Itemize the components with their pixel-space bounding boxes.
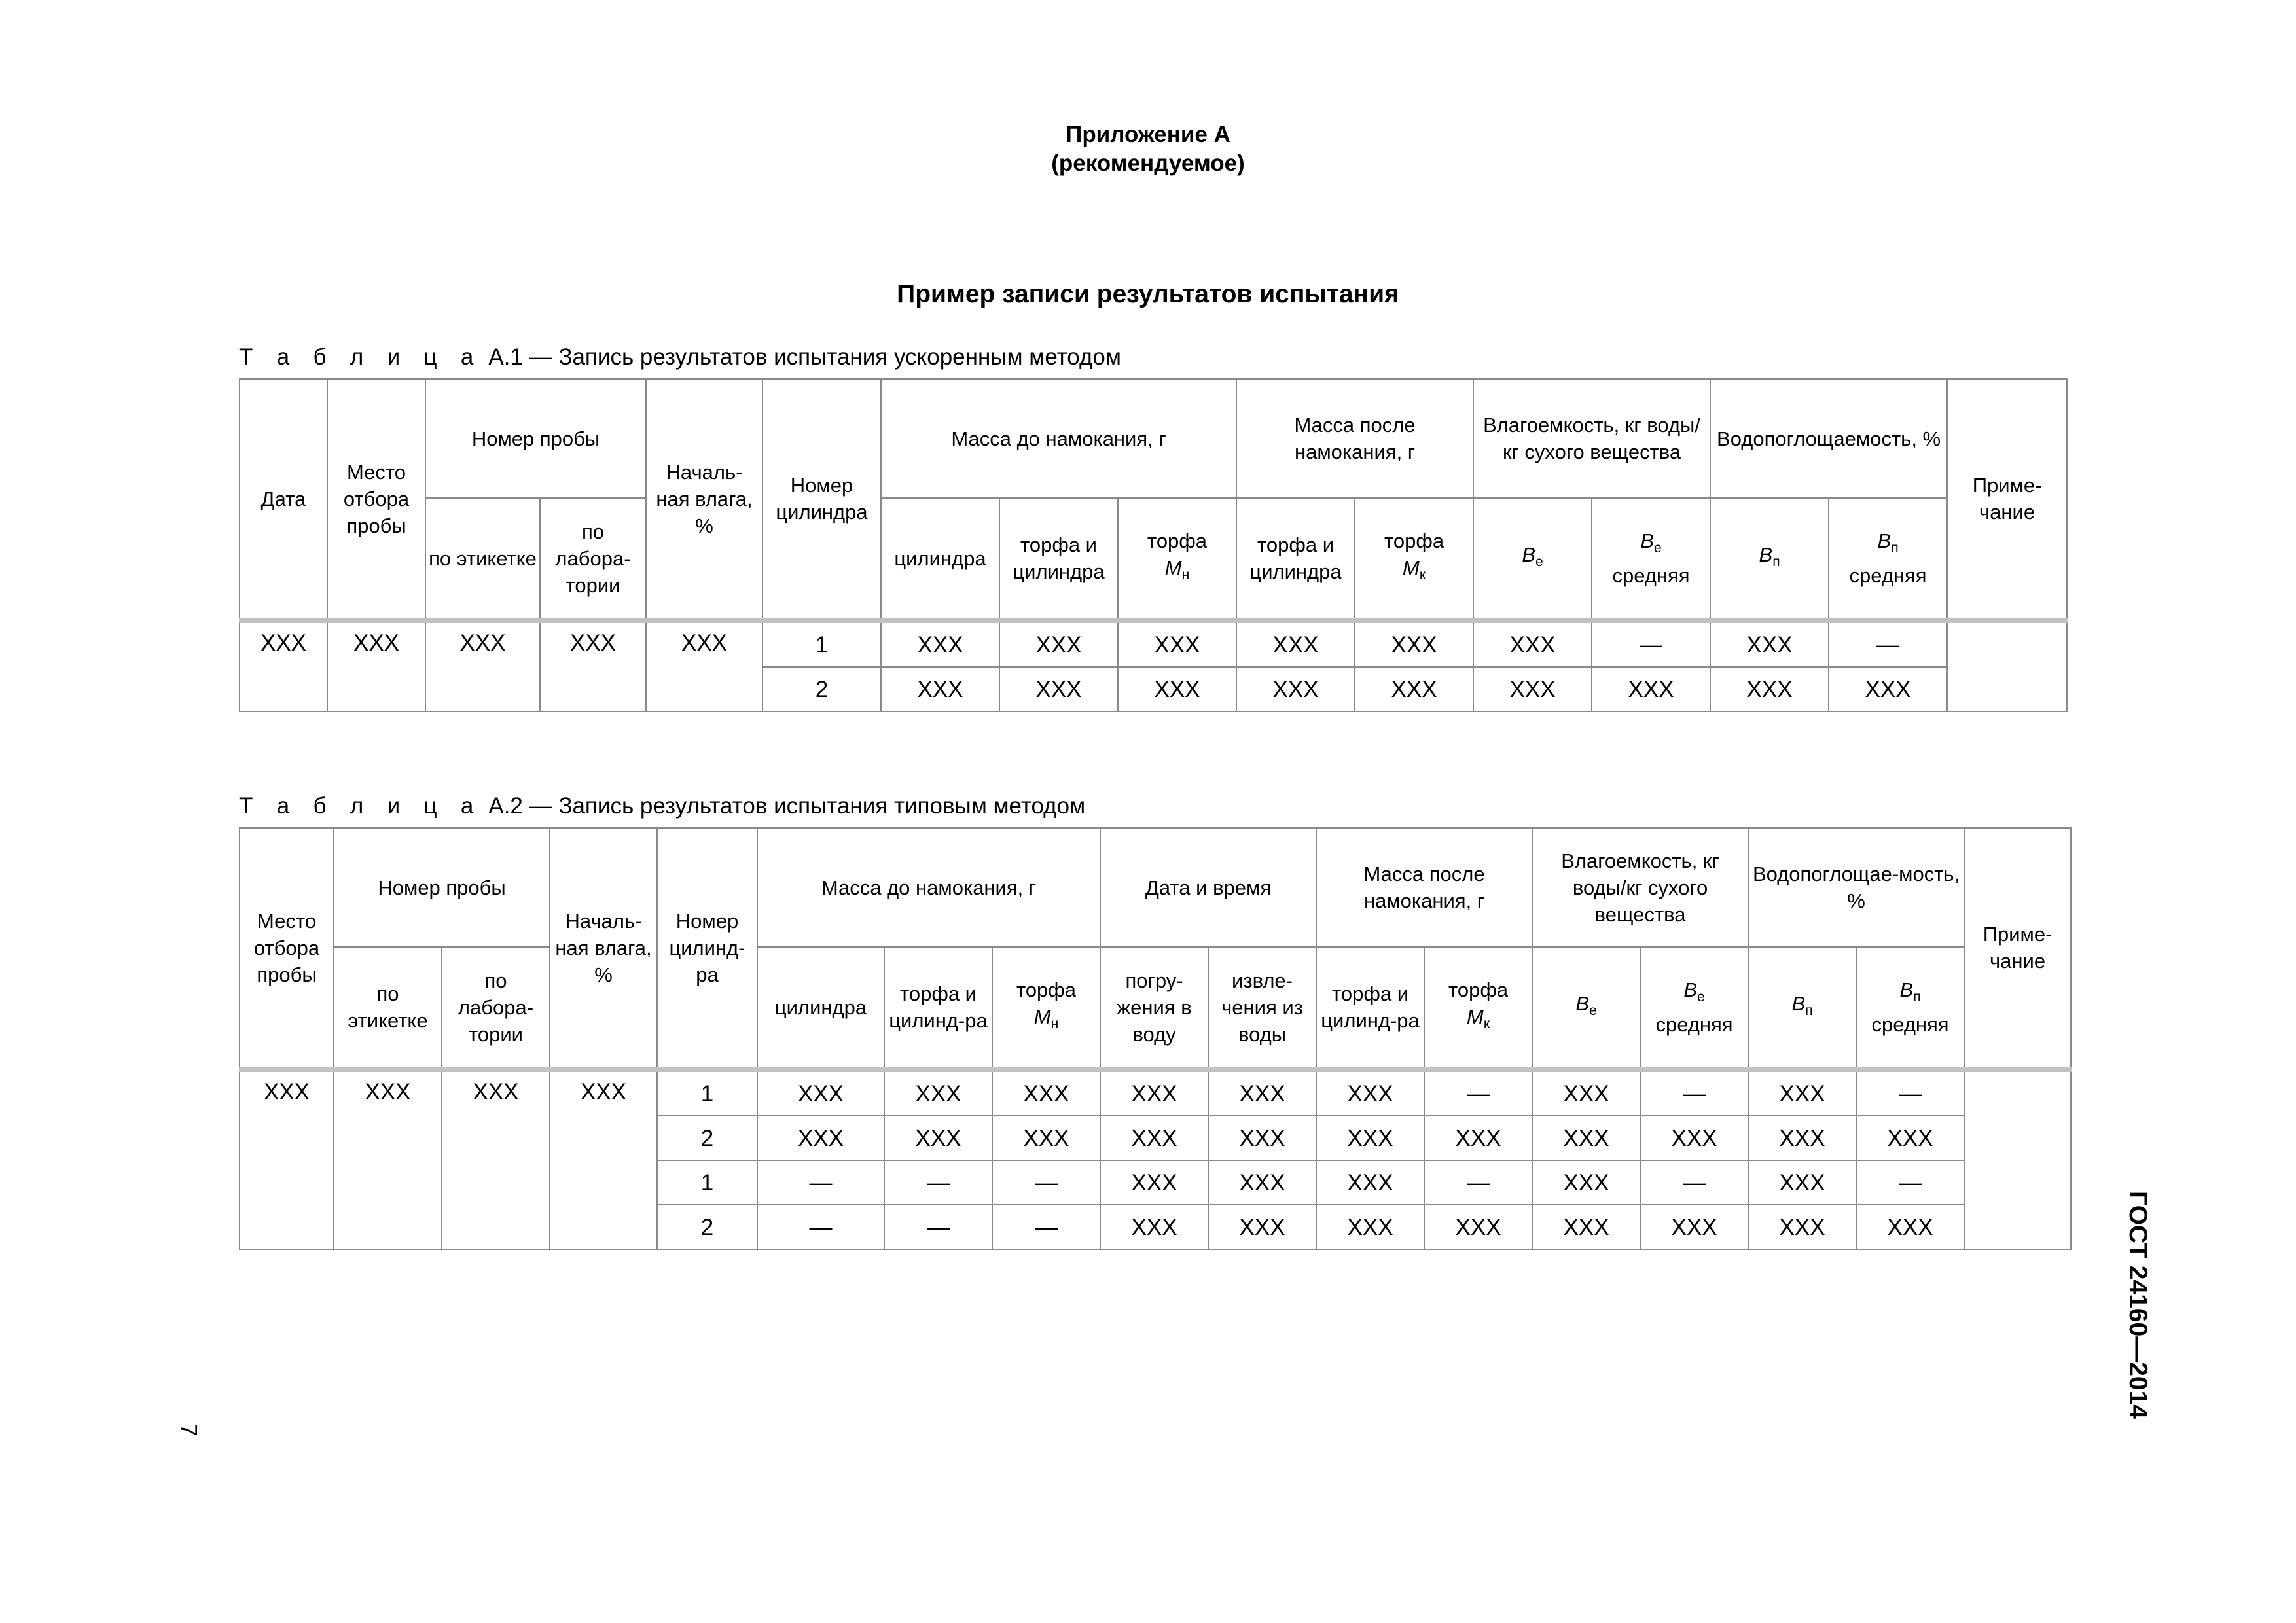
cell-be-average: —	[1640, 1160, 1748, 1205]
table-1-caption-text: А.1 — Запись результатов испытания ускоренным методом	[482, 344, 1121, 370]
header-bp-average-label: средняя	[1871, 1012, 1949, 1036]
header-peat-mn-label: торфа	[1147, 529, 1208, 553]
symbol-mn	[1164, 556, 1190, 583]
symbol-be-avg-sub: е	[1697, 990, 1705, 1005]
table-2-caption-prefix: Т а б л и ц а	[239, 793, 482, 819]
cell-sampling-place: XXX	[327, 620, 425, 711]
cell-after-peat: XXX	[1424, 1205, 1532, 1249]
header-note: Приме-чание	[1964, 828, 2071, 1069]
symbol-bp-avg-letter: B	[1877, 529, 1892, 553]
cell-after-peat: —	[1424, 1160, 1532, 1205]
header-sample-number: Номер пробы	[425, 379, 646, 498]
cell-be: XXX	[1473, 667, 1592, 711]
table-row	[240, 1069, 2071, 1116]
symbol-bp-letter: B	[1791, 991, 1806, 1015]
symbol-be-avg-sub: е	[1654, 541, 1662, 556]
header-be-average-label: средняя	[1612, 563, 1690, 587]
cell-mass-peat-cylinder: XXX	[999, 620, 1118, 667]
header-peat-mk-label: торфа	[1448, 978, 1509, 1002]
symbol-bp-avg-sub: п	[1891, 541, 1899, 556]
cell-note	[1947, 620, 2067, 711]
cell-mass-peat: XXX	[992, 1069, 1100, 1116]
cell-note	[1964, 1069, 2071, 1249]
symbol-bp	[1791, 991, 1813, 1019]
cell-be-average: XXX	[1640, 1205, 1748, 1249]
cell-mass-peat-cylinder: XXX	[999, 667, 1118, 711]
header-sampling-place: Место отбора пробы	[327, 379, 425, 620]
header-cylinder-number: Номер цилинд-ра	[657, 828, 757, 1069]
appendix-note: (рекомендуемое)	[1051, 151, 1245, 176]
cell-bp-average: —	[1856, 1160, 1964, 1205]
symbol-be-avg-letter: B	[1683, 978, 1698, 1002]
header-peat-and-cylinder: торфа и цилиндра	[999, 498, 1118, 620]
cell-mass-peat: XXX	[1118, 620, 1236, 667]
cell-mass-cylinder: XXX	[881, 667, 999, 711]
header-be	[1532, 947, 1640, 1069]
cell-be-average: —	[1592, 620, 1710, 667]
header-bp-average	[1829, 498, 1947, 620]
cell-mass-cylinder: XXX	[757, 1116, 884, 1160]
cell-be: XXX	[1532, 1160, 1640, 1205]
symbol-be-avg	[1640, 529, 1662, 556]
cell-bp: XXX	[1748, 1116, 1856, 1160]
symbol-mk-letter: M	[1467, 1005, 1484, 1029]
symbol-bp-sub: п	[1805, 1003, 1813, 1019]
header-bp-average	[1856, 947, 1964, 1069]
header-bp	[1748, 947, 1856, 1069]
header-cylinder: цилиндра	[881, 498, 999, 620]
cell-mass-cylinder: —	[757, 1205, 884, 1249]
cell-immersion: XXX	[1100, 1160, 1208, 1205]
cell-extraction: XXX	[1208, 1205, 1316, 1249]
symbol-be-avg	[1683, 978, 1705, 1005]
header-by-label: по этикетке	[334, 947, 442, 1069]
cell-bp: XXX	[1748, 1160, 1856, 1205]
header-peat-mn-label: торфа	[1016, 978, 1077, 1002]
symbol-bp-avg	[1899, 978, 1921, 1005]
symbol-bp-avg-letter: B	[1899, 978, 1914, 1002]
cell-after-peat: —	[1424, 1069, 1532, 1116]
cell-be: XXX	[1532, 1069, 1640, 1116]
cell-bp: XXX	[1710, 620, 1829, 667]
cell-date: XXX	[240, 620, 327, 711]
cell-by-lab: XXX	[442, 1069, 550, 1249]
cell-cylinder-number: 2	[762, 667, 881, 711]
cell-immersion: XXX	[1100, 1116, 1208, 1160]
cell-immersion: XXX	[1100, 1069, 1208, 1116]
cell-bp: XXX	[1710, 667, 1829, 711]
header-mass-before: Масса до намокания, г	[757, 828, 1100, 947]
header-mass-before: Масса до намокания, г	[881, 379, 1236, 498]
appendix-heading	[0, 120, 2296, 178]
cell-mass-peat: —	[992, 1160, 1100, 1205]
table-2-caption	[239, 792, 1085, 821]
symbol-mk	[1403, 556, 1426, 583]
table-1-caption	[239, 343, 1121, 372]
cell-sampling-place: XXX	[240, 1069, 334, 1249]
header-moisture-capacity: Влагоемкость, кг воды/кг сухого вещества	[1473, 379, 1710, 498]
appendix-title: Приложение А	[1066, 122, 1230, 147]
cell-mass-peat-cylinder: XXX	[884, 1069, 992, 1116]
header-peat-mn	[1118, 498, 1236, 620]
document-code: ГОСТ 24160—2014	[2124, 1191, 2152, 1419]
symbol-be-letter: B	[1522, 543, 1536, 566]
cell-after-peat-cylinder: XXX	[1316, 1160, 1424, 1205]
cell-be: XXX	[1532, 1116, 1640, 1160]
cell-mass-cylinder: XXX	[757, 1069, 884, 1116]
cell-by-lab: XXX	[540, 620, 646, 711]
header-date: Дата	[240, 379, 327, 620]
cell-cylinder-number: 1	[657, 1069, 757, 1116]
cell-bp-average: —	[1829, 620, 1947, 667]
header-be	[1473, 498, 1592, 620]
header-date-time: Дата и время	[1100, 828, 1316, 947]
cell-mass-peat-cylinder: —	[884, 1205, 992, 1249]
header-peat-mn	[992, 947, 1100, 1069]
cell-bp-average: XXX	[1856, 1116, 1964, 1160]
table-row	[240, 620, 2067, 667]
cell-by-label: XXX	[334, 1069, 442, 1249]
header-water-absorption: Водопоглощае-мость, %	[1748, 828, 1964, 947]
header-initial-moisture: Началь-ная влага, %	[550, 828, 657, 1069]
symbol-mk-sub: к	[1419, 567, 1426, 583]
cell-extraction: XXX	[1208, 1116, 1316, 1160]
header-peat-mk	[1355, 498, 1473, 620]
cell-initial-moisture: XXX	[550, 1069, 657, 1249]
cell-bp-average: —	[1856, 1069, 1964, 1116]
header-extraction: извле-чения из воды	[1208, 947, 1316, 1069]
page-number: 7	[175, 1423, 202, 1436]
cell-cylinder-number: 1	[762, 620, 881, 667]
table-1-caption-prefix: Т а б л и ц а	[239, 344, 482, 370]
header-peat-and-cylinder-after: торфа и цилиндра	[1236, 498, 1355, 620]
cell-after-peat: XXX	[1355, 667, 1473, 711]
section-title: Пример записи результатов испытания	[897, 280, 1399, 308]
cell-mass-peat: —	[992, 1205, 1100, 1249]
header-peat-mk-label: торфа	[1384, 529, 1444, 553]
table-2	[239, 827, 2072, 1250]
symbol-bp-letter: B	[1759, 543, 1773, 566]
cell-mass-peat-cylinder: —	[884, 1160, 992, 1205]
cell-mass-cylinder: —	[757, 1160, 884, 1205]
symbol-mn	[1033, 1005, 1059, 1032]
cell-extraction: XXX	[1208, 1069, 1316, 1116]
symbol-mk-sub: к	[1483, 1016, 1490, 1032]
table-2-caption-text: А.2 — Запись результатов испытания типовым методом	[482, 793, 1086, 819]
header-bp	[1710, 498, 1829, 620]
header-peat-and-cylinder-after: торфа и цилинд-ра	[1316, 947, 1424, 1069]
header-water-absorption: Водопоглощаемость, %	[1710, 379, 1947, 498]
header-bp-average-label: средняя	[1849, 563, 1927, 587]
header-immersion: погру-жения в воду	[1100, 947, 1208, 1069]
cell-mass-cylinder: XXX	[881, 620, 999, 667]
cell-bp: XXX	[1748, 1069, 1856, 1116]
cell-be: XXX	[1532, 1205, 1640, 1249]
cell-after-peat: XXX	[1355, 620, 1473, 667]
header-cylinder-number: Номер цилиндра	[762, 379, 881, 620]
symbol-mn-letter: M	[1164, 556, 1182, 580]
cell-be-average: —	[1640, 1069, 1748, 1116]
symbol-mk	[1467, 1005, 1490, 1032]
symbol-mn-sub: н	[1050, 1016, 1059, 1032]
cell-after-peat: XXX	[1424, 1116, 1532, 1160]
cell-be-average: XXX	[1592, 667, 1710, 711]
cell-after-peat-cylinder: XXX	[1316, 1116, 1424, 1160]
cell-cylinder-number: 2	[657, 1205, 757, 1249]
cell-bp: XXX	[1748, 1205, 1856, 1249]
symbol-bp-sub: п	[1772, 554, 1780, 570]
cell-bp-average: XXX	[1829, 667, 1947, 711]
cell-immersion: XXX	[1100, 1205, 1208, 1249]
symbol-be-avg-letter: B	[1640, 529, 1655, 553]
header-sampling-place: Место отбора пробы	[240, 828, 334, 1069]
symbol-bp-avg	[1877, 529, 1899, 556]
symbol-be-sub: е	[1535, 554, 1543, 570]
symbol-bp-avg-sub: п	[1913, 990, 1921, 1005]
cell-be: XXX	[1473, 620, 1592, 667]
cell-cylinder-number: 1	[657, 1160, 757, 1205]
cell-after-peat-cylinder: XXX	[1236, 667, 1355, 711]
cell-initial-moisture: XXX	[646, 620, 762, 711]
symbol-be	[1575, 991, 1597, 1019]
symbol-be	[1522, 543, 1543, 570]
header-note: Приме-чание	[1947, 379, 2067, 620]
cell-by-label: XXX	[425, 620, 540, 711]
cell-mass-peat-cylinder: XXX	[884, 1116, 992, 1160]
header-be-average	[1640, 947, 1748, 1069]
cell-after-peat-cylinder: XXX	[1316, 1069, 1424, 1116]
cell-be-average: XXX	[1640, 1116, 1748, 1160]
header-cylinder: цилиндра	[757, 947, 884, 1069]
header-mass-after: Масса после намокания, г	[1316, 828, 1532, 947]
cell-cylinder-number: 2	[657, 1116, 757, 1160]
symbol-mk-letter: M	[1403, 556, 1420, 580]
cell-after-peat-cylinder: XXX	[1236, 620, 1355, 667]
symbol-be-sub: е	[1589, 1003, 1597, 1019]
header-be-average	[1592, 498, 1710, 620]
header-initial-moisture: Началь-ная влага, %	[646, 379, 762, 620]
header-moisture-capacity: Влагоемкость, кг воды/кг сухого вещества	[1532, 828, 1748, 947]
header-be-average-label: средняя	[1655, 1012, 1733, 1036]
symbol-mn-letter: M	[1033, 1005, 1051, 1029]
header-peat-and-cylinder: торфа и цилинд-ра	[884, 947, 992, 1069]
header-mass-after: Масса после намокания, г	[1236, 379, 1473, 498]
cell-mass-peat: XXX	[992, 1116, 1100, 1160]
cell-mass-peat: XXX	[1118, 667, 1236, 711]
cell-after-peat-cylinder: XXX	[1316, 1205, 1424, 1249]
symbol-be-letter: B	[1575, 991, 1590, 1015]
cell-extraction: XXX	[1208, 1160, 1316, 1205]
symbol-bp	[1759, 543, 1780, 570]
header-peat-mk	[1424, 947, 1532, 1069]
symbol-mn-sub: н	[1181, 567, 1190, 583]
header-by-lab: по лабора-тории	[442, 947, 550, 1069]
header-by-label: по этикетке	[425, 498, 540, 620]
header-sample-number: Номер пробы	[334, 828, 550, 947]
cell-bp-average: XXX	[1856, 1205, 1964, 1249]
table-1	[239, 378, 2068, 712]
header-by-lab: по лабора-тории	[540, 498, 646, 620]
